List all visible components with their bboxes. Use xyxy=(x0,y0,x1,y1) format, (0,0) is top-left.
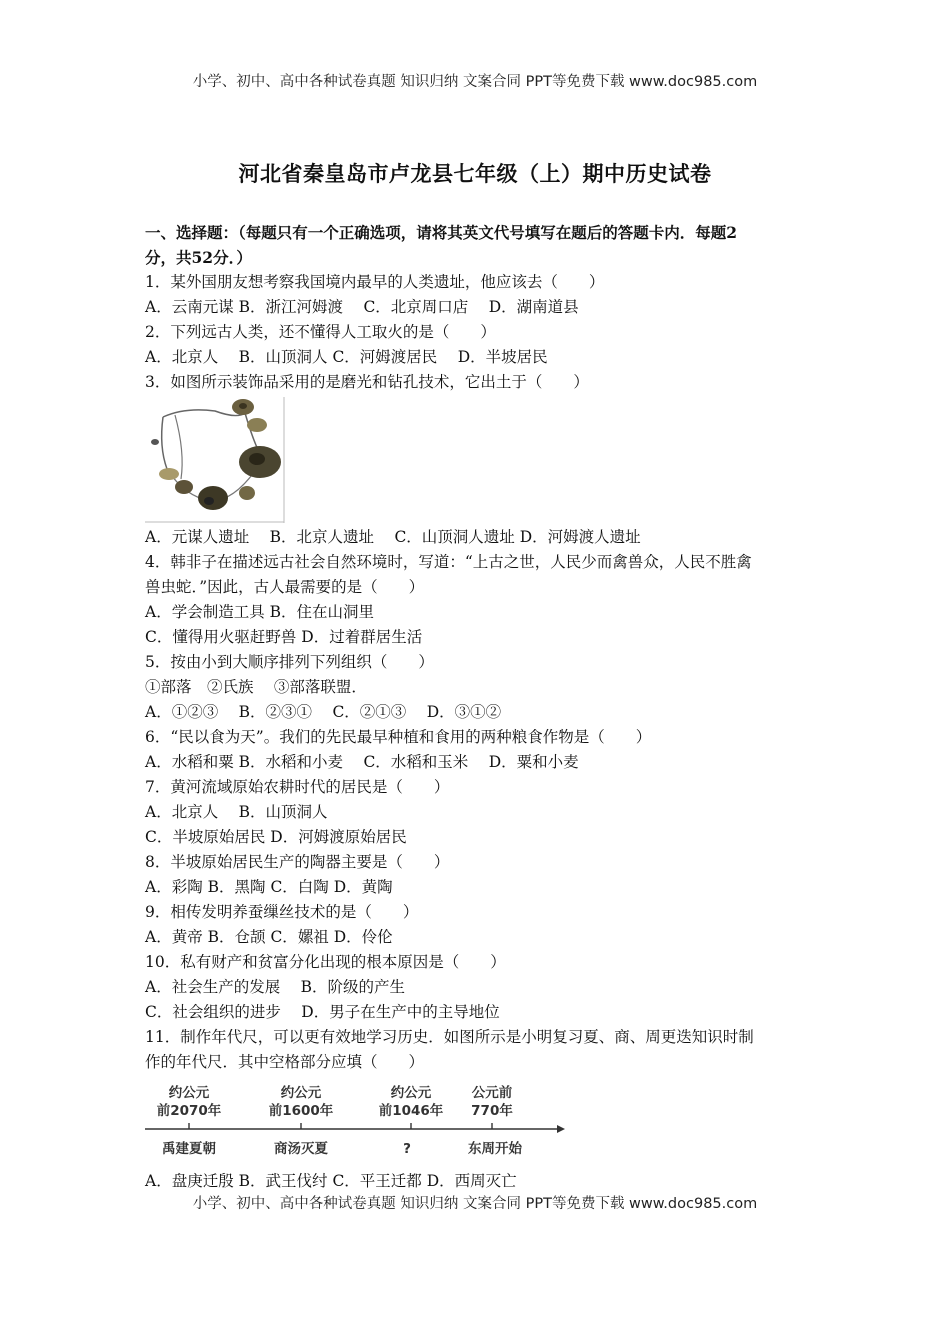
tl-event-1: 禹建夏朝 xyxy=(162,1141,216,1157)
q4-options-line2: C．懂得用火驱赶野兽 D．过着群居生活 xyxy=(145,628,423,646)
q8-stem: 8．半坡原始居民生产的陶器主要是（ ） xyxy=(145,853,450,871)
q3-options: A．元谋人遗址 B．北京人遗址 C．山顶洞人遗址 D．河姆渡人遗址 xyxy=(145,528,641,546)
q2-options: A．北京人 B．山顶洞人 C．河姆渡居民 D．半坡居民 xyxy=(145,348,548,366)
tl-label-3-a: 约公元 xyxy=(390,1085,432,1101)
q11-stem-line1: 11．制作年代尺，可以更有效地学习历史．如图所示是小明复习夏、商、周更迭知识时制 xyxy=(145,1028,754,1046)
q6-options: A．水稻和粟 B．水稻和小麦 C．水稻和玉米 D．粟和小麦 xyxy=(145,753,579,771)
tl-label-4-a: 公元前 xyxy=(471,1085,513,1101)
page-footer: 小学、初中、高中各种试卷真题 知识归纳 文案合同 PPT等免费下载 www.doc985.com xyxy=(192,1196,758,1212)
q5-stem: 5．按由小到大顺序排列下列组织（ ） xyxy=(145,653,434,671)
q11-stem-line2: 作的年代尺．其中空格部分应填（ ） xyxy=(145,1053,425,1071)
timeline-ruler xyxy=(145,1081,565,1163)
q10-options-line1: A．社会生产的发展 B．阶级的产生 xyxy=(145,978,406,996)
q3-stem: 3．如图所示装饰品采用的是磨光和钻孔技术，它出土于（ ） xyxy=(145,373,589,391)
tl-event-2: 商汤灭夏 xyxy=(274,1141,328,1157)
q10-stem: 10．私有财产和贫富分化出现的根本原因是（ ） xyxy=(145,953,506,971)
timeline-svg xyxy=(145,1081,565,1163)
necklace-illustration xyxy=(145,397,285,523)
tl-label-4-b: 770年 xyxy=(471,1103,513,1119)
q1-stem: 1．某外国朋友想考察我国境内最早的人类遗址，他应该去（ ） xyxy=(145,273,605,291)
timeline-arrow xyxy=(557,1125,565,1133)
section-heading-line2: 分，共52分．） xyxy=(145,248,252,267)
q10-options-line2: C．社会组织的进步 D．男子在生产中的主导地位 xyxy=(145,1003,500,1021)
q6-stem: 6．“民以食为天”。我们的先民最早种植和食用的两种粮食作物是（ ） xyxy=(145,728,652,746)
q5-options: A．①②③ B．②③① C．②①③ D．③①② xyxy=(145,703,502,721)
tl-label-1-b: 前2070年 xyxy=(156,1103,222,1119)
q11-options: A．盘庚迁殷 B．武王伐纣 C．平王迁都 D．西周灭亡 xyxy=(145,1172,517,1190)
q7-stem: 7．黄河流域原始农耕时代的居民是（ ） xyxy=(145,778,450,796)
exam-content xyxy=(145,220,815,1194)
q2-stem: 2．下列远古人类，还不懂得人工取火的是（ ） xyxy=(145,323,496,341)
tl-event-3: ? xyxy=(403,1141,411,1157)
q4-options-line1: A．学会制造工具 B．住在山洞里 xyxy=(145,603,375,621)
q7-options-line2: C．半坡原始居民 D．河姆渡原始居民 xyxy=(145,828,407,846)
page-header: 小学、初中、高中各种试卷真题 知识归纳 文案合同 PPT等免费下载 www.doc985.com xyxy=(192,74,758,90)
q1-options: A．云南元谋 B．浙江河姆渡 C．北京周口店 D．湖南道县 xyxy=(145,298,579,316)
section-heading-line1: 一、选择题：（每题只有一个正确选项，请将其英文代号填写在题后的答题卡内．每题2 xyxy=(145,223,738,242)
ornament-necklace-image xyxy=(145,397,285,523)
q4-stem-line2: 兽虫蛇．”因此，古人最需要的是（ ） xyxy=(145,578,425,596)
q5-items: ①部落 ②氏族 ③部落联盟． xyxy=(145,678,367,696)
q4-stem-line1: 4．韩非子在描述远古社会自然环境时，写道：“上古之世，人民少而禽兽众，人民不胜禽 xyxy=(145,553,752,571)
tl-label-3-b: 前1046年 xyxy=(378,1103,444,1119)
tl-label-2-b: 前1600年 xyxy=(268,1103,334,1119)
exam-title: 河北省秦皇岛市卢龙县七年级（上）期中历史试卷 xyxy=(238,161,712,186)
tl-event-4: 东周开始 xyxy=(468,1141,522,1157)
q9-options: A．黄帝 B．仓颉 C．嫘祖 D．伶伦 xyxy=(145,928,393,946)
tl-label-2-a: 约公元 xyxy=(280,1085,322,1101)
q8-options: A．彩陶 B．黑陶 C．白陶 D．黄陶 xyxy=(145,878,393,896)
q9-stem: 9．相传发明养蚕缫丝技术的是（ ） xyxy=(145,903,419,921)
tl-label-1-a: 约公元 xyxy=(168,1085,210,1101)
q7-options-line1: A．北京人 B．山顶洞人 xyxy=(145,803,328,821)
